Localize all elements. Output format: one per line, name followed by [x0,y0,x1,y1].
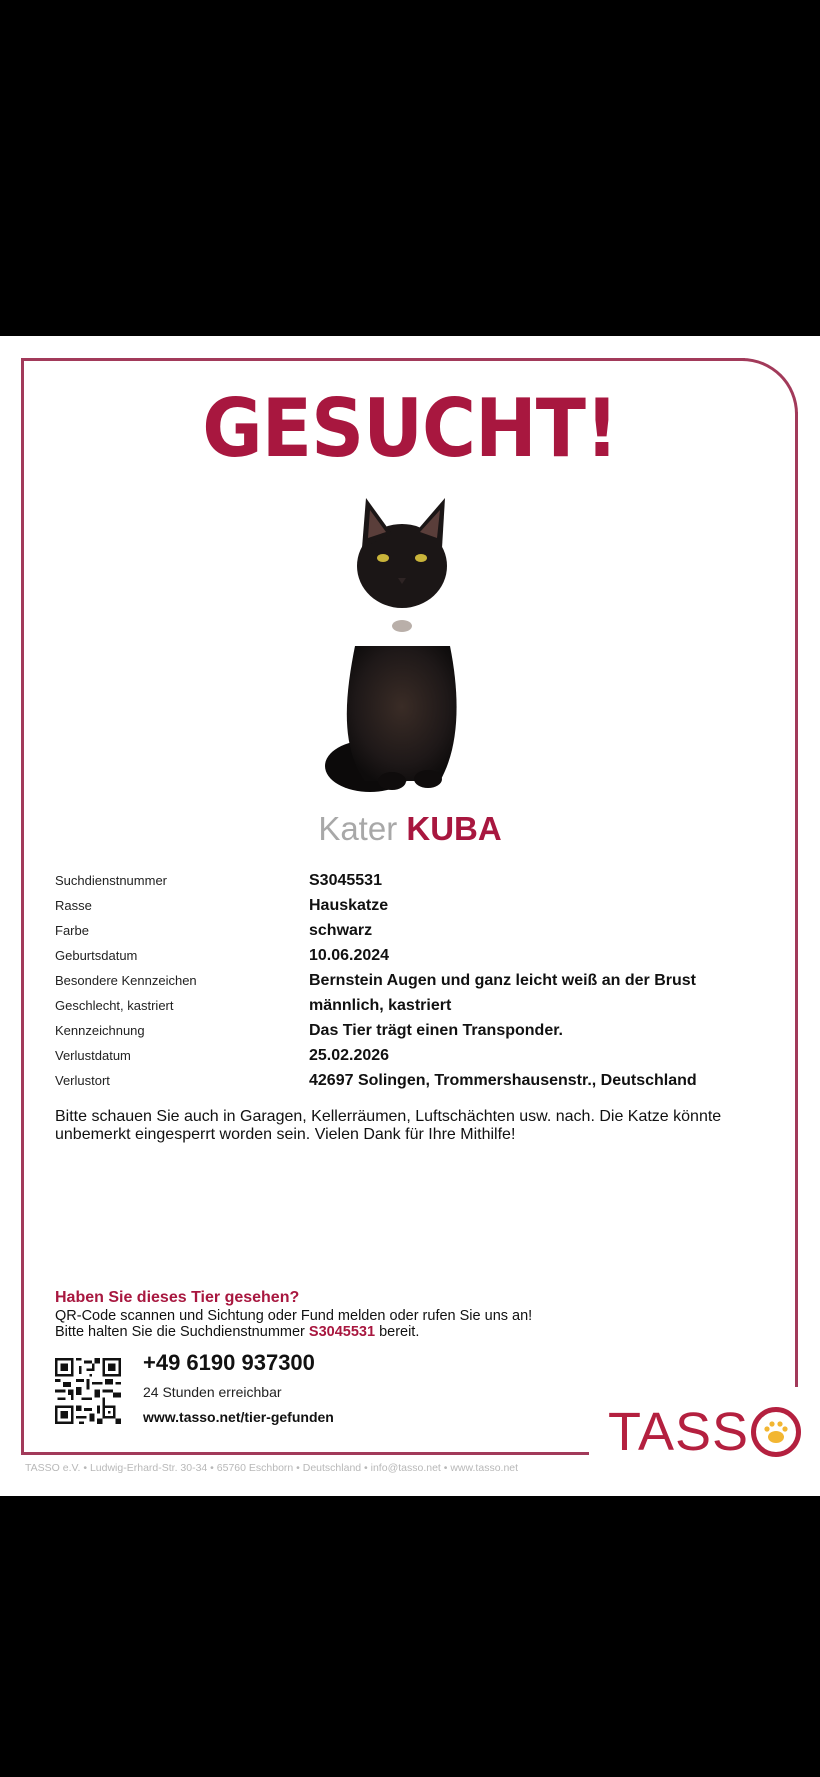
detail-value: Bernstein Augen und ganz leicht weiß an der Brust [309,971,697,989]
detail-label: Rasse [55,898,92,913]
paw-icon [756,1412,796,1452]
poster-frame-right [795,412,798,1387]
detail-value: 42697 Solingen, Trommershausenstr., Deutschland [309,1071,697,1089]
detail-label: Geschlecht, kastriert [55,998,174,1013]
detail-label: Verlustort [55,1073,110,1088]
detail-row-search-number [55,868,775,893]
detail-label: Besondere Kennzeichen [55,973,197,988]
detail-value: schwarz [309,921,373,939]
detail-label: Verlustdatum [55,1048,131,1063]
detail-value: S3045531 [309,871,382,889]
cta-line-2-after: bereit. [379,1324,420,1340]
report-url-link[interactable]: www.tasso.net/tier-gefunden [143,1409,334,1425]
cta-line-2 [55,1324,532,1340]
cat-photo [310,496,490,796]
detail-row-breed [55,893,775,918]
detail-row-marking [55,1018,775,1043]
detail-row-loss-location [55,1068,775,1093]
detail-label: Kennzeichnung [55,1023,145,1038]
logo-text: TASS [608,1402,750,1462]
detail-value: Hauskatze [309,896,389,914]
detail-label: Farbe [55,923,89,938]
tasso-logo [608,1404,801,1460]
poster-page [0,336,820,1496]
animal-name-main: KUBA [406,810,502,847]
poster-title: GESUCHT! [202,382,618,475]
availability-text: 24 Stunden erreichbar [143,1384,282,1400]
detail-value: Das Tier trägt einen Transponder. [309,1021,563,1039]
cta-search-number: S3045531 [308,1324,376,1340]
detail-row-color [55,918,775,943]
cta-text [55,1308,532,1340]
detail-row-loss-date [55,1043,775,1068]
detail-row-features [55,968,775,993]
detail-label: Suchdienstnummer [55,873,167,888]
animal-type: Kater [318,810,398,847]
detail-value: 10.06.2024 [309,946,390,964]
cta-title: Haben Sie dieses Tier gesehen? [55,1289,300,1306]
search-note: Bitte schauen Sie auch in Garagen, Kellerräumen, Luftschächten usw. nach. Die Katze könnte unbemerkt eingesperrt worden sein. Vielen Dank für Ihre Mithilfe! [55,1108,722,1143]
poster-frame-bottom [21,1452,589,1455]
detail-row-sex [55,993,775,1018]
cta-line-1: QR-Code scannen und Sichtung oder Fund melden oder rufen Sie uns an! [55,1308,533,1324]
detail-label: Geburtsdatum [55,948,138,963]
footer-address: TASSO e.V. • Ludwig-Erhard-Str. 30-34 • 65760 Eschborn • Deutschland • info@tasso.net • www.tasso.net [25,1462,519,1474]
qr-code-icon[interactable] [55,1358,121,1424]
phone-number[interactable]: +49 6190 937300 [143,1350,315,1375]
animal-name [0,810,820,848]
logo-o-ring [751,1407,801,1457]
details-table [55,868,775,1093]
cta-line-2-before: Bitte halten Sie die Suchdienstnummer [55,1324,305,1340]
detail-row-birthdate [55,943,775,968]
detail-value: männlich, kastriert [309,996,452,1014]
detail-value: 25.02.2026 [309,1046,390,1064]
